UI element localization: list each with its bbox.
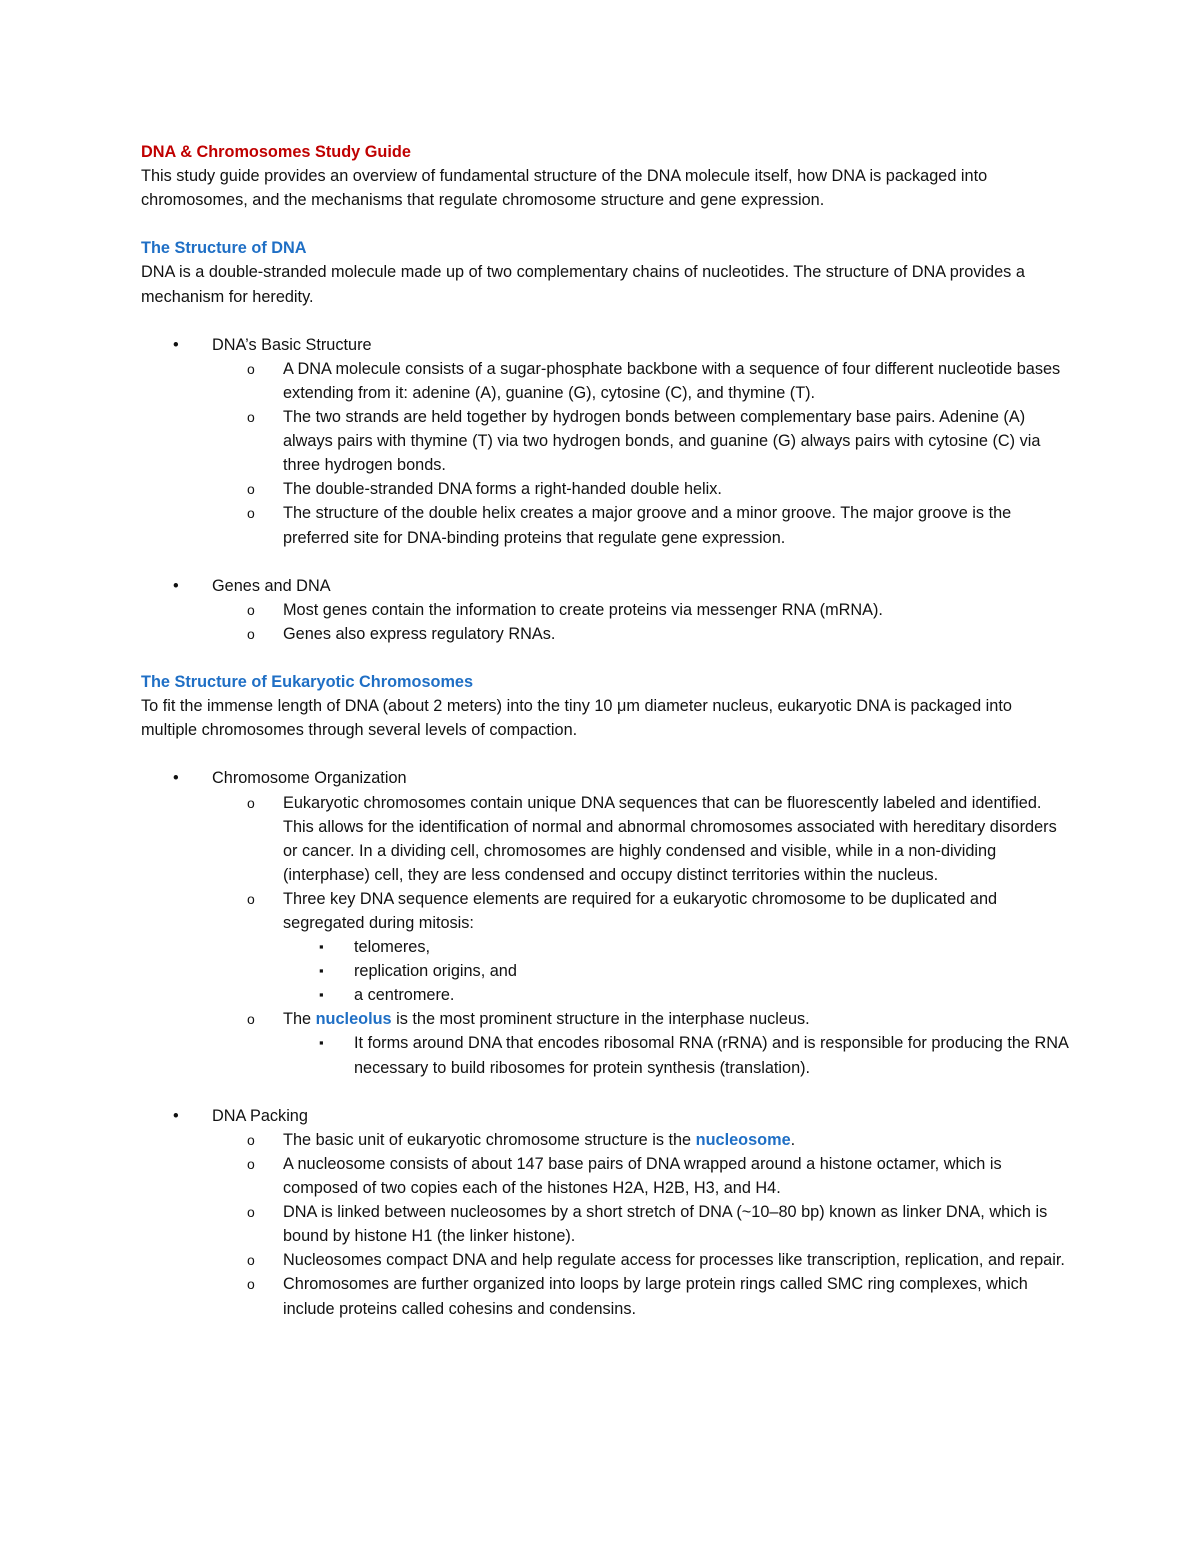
list-item-label: Chromosome Organization xyxy=(212,769,407,788)
circle-marker: o xyxy=(247,1155,255,1172)
list-item-text: The double-stranded DNA forms a right-handed double helix. xyxy=(283,480,722,499)
square-marker: ▪ xyxy=(319,939,324,955)
list-item-text: It forms around DNA that encodes ribosomal RNA (rRNA) and is responsible for producing the RNA necessary to build ribosomes for protein synthesis (translation). xyxy=(354,1034,1068,1077)
bullet-marker: • xyxy=(173,335,179,354)
list-item-text: DNA is linked between nucleosomes by a short stretch of DNA (~10–80 bp) known as linker DNA, which is bound by histone H1 (the linker histone). xyxy=(283,1203,1048,1246)
bullet-marker: • xyxy=(173,1106,179,1125)
document-page xyxy=(141,140,1071,1321)
circle-marker: o xyxy=(247,481,255,498)
section-intro-chromosomes: To fit the immense length of DNA (about 2 meters) into the tiny 10 μm diameter nucleus, eukaryotic DNA is packaged into multiple chromosomes through several levels of compaction. xyxy=(141,697,1012,740)
list-item-text: a centromere. xyxy=(354,986,455,1005)
sub-sub-list xyxy=(283,935,1071,1007)
circle-marker: o xyxy=(247,601,255,618)
list-item xyxy=(212,1152,1071,1200)
list-item xyxy=(212,477,1071,501)
bullet-list-genes xyxy=(141,574,1071,646)
circle-marker: o xyxy=(247,625,255,642)
bullet-list-packing xyxy=(141,1104,1071,1321)
list-item xyxy=(283,983,1071,1007)
list-item-text: The two strands are held together by hydrogen bonds between complementary base pairs. Adenine (A) always pairs with thymine (T) via two hydrogen bonds, and guanine (G) always pairs with cytosine (C) via three hydrogen bonds. xyxy=(283,408,1041,475)
list-item-text: Genes also express regulatory RNAs. xyxy=(283,624,556,643)
list-item-text: Most genes contain the information to create proteins via messenger RNA (mRNA). xyxy=(283,600,883,619)
list-item xyxy=(141,574,1071,646)
term-nucleolus: nucleolus xyxy=(315,1010,392,1029)
list-item-text: Nucleosomes compact DNA and help regulate access for processes like transcription, replication, and repair. xyxy=(283,1251,1065,1270)
circle-marker: o xyxy=(247,409,255,426)
list-item-text: Three key DNA sequence elements are required for a eukaryotic chromosome to be duplicated and segregated during mitosis: xyxy=(283,889,998,932)
list-item xyxy=(283,1031,1071,1079)
sub-sub-list xyxy=(283,1031,1071,1079)
list-item xyxy=(141,766,1071,1079)
list-item-text-pre: The basic unit of eukaryotic chromosome structure is the xyxy=(283,1130,696,1149)
list-item-text: Chromosomes are further organized into loops by large protein rings called SMC ring complexes, which include proteins called cohesins and condensins. xyxy=(283,1275,1028,1318)
square-marker: ▪ xyxy=(319,1035,324,1051)
square-marker: ▪ xyxy=(319,963,324,979)
circle-marker: o xyxy=(247,1011,255,1028)
list-item-text: Eukaryotic chromosomes contain unique DNA sequences that can be fluorescently labeled and identified. This allows for the identification of normal and abnormal chromosomes associated with hereditary disorders or cancer. In a dividing cell, chromosomes are highly condensed and visible, while in a non-dividing (interphase) cell, they are less condensed and occupy distinct territories within the nucleus. xyxy=(283,793,1057,884)
list-item-text-post: . xyxy=(790,1130,796,1149)
list-item xyxy=(212,887,1071,1007)
list-item-label: Genes and DNA xyxy=(212,576,331,595)
bullet-marker: • xyxy=(173,769,179,788)
circle-marker: o xyxy=(247,1252,255,1269)
sub-list xyxy=(212,1128,1071,1321)
circle-marker: o xyxy=(247,360,255,377)
section-heading-dna-structure: The Structure of DNA xyxy=(141,239,307,258)
section-intro-dna-structure: DNA is a double-stranded molecule made up of two complementary chains of nucleotides. The structure of DNA provides a mechanism for heredity. xyxy=(141,263,1025,306)
list-item-text-post: is the most prominent structure in the interphase nucleus. xyxy=(391,1010,810,1029)
sub-list xyxy=(212,598,1071,646)
list-item xyxy=(283,959,1071,983)
list-item xyxy=(283,935,1071,959)
circle-marker: o xyxy=(247,1204,255,1221)
circle-marker: o xyxy=(247,794,255,811)
list-item xyxy=(212,1007,1071,1079)
document-title: DNA & Chromosomes Study Guide xyxy=(141,143,411,161)
list-item xyxy=(212,1272,1071,1320)
list-item-text: telomeres, xyxy=(354,938,431,957)
circle-marker: o xyxy=(247,505,255,522)
list-item xyxy=(212,791,1071,887)
list-item-text: A nucleosome consists of about 147 base pairs of DNA wrapped around a histone octamer, which is composed of two copies each of the histones H2A, H2B, H3, and H4. xyxy=(283,1154,1002,1198)
list-item xyxy=(212,1128,1071,1152)
list-item-label: DNA’s Basic Structure xyxy=(212,335,372,354)
sub-list xyxy=(212,791,1071,1080)
circle-marker: o xyxy=(247,1276,255,1293)
bullet-marker: • xyxy=(173,576,179,595)
list-item xyxy=(141,1104,1071,1321)
list-item-text: replication origins, and xyxy=(354,962,517,981)
sub-list xyxy=(212,357,1071,550)
circle-marker: o xyxy=(247,1131,255,1148)
term-nucleosome: nucleosome xyxy=(695,1130,791,1149)
list-item xyxy=(141,333,1071,550)
list-item-text: The structure of the double helix creates a major groove and a minor groove. The major groove is the preferred site for DNA-binding proteins that regulate gene expression. xyxy=(283,504,1012,547)
section-heading-chromosomes: The Structure of Eukaryotic Chromosomes xyxy=(141,673,474,692)
list-item xyxy=(212,598,1071,622)
list-item xyxy=(212,357,1071,405)
list-item xyxy=(212,1200,1071,1248)
list-item xyxy=(212,405,1071,477)
list-item xyxy=(212,1248,1071,1272)
bullet-list-dna xyxy=(141,333,1071,550)
bullet-list-organization xyxy=(141,766,1071,1079)
list-item xyxy=(212,501,1071,549)
circle-marker: o xyxy=(247,890,255,907)
list-item-label: DNA Packing xyxy=(212,1106,308,1125)
list-item-text: A DNA molecule consists of a sugar-phosphate backbone with a sequence of four different nucleotide bases extending from it: adenine (A), guanine (G), cytosine (C), and thymine (T). xyxy=(283,359,1061,402)
list-item xyxy=(212,622,1071,646)
square-marker: ▪ xyxy=(319,987,324,1003)
intro-paragraph: This study guide provides an overview of fundamental structure of the DNA molecule itself, how DNA is packaged into chromosomes, and the mechanisms that regulate chromosome structure and gene expression. xyxy=(141,167,988,210)
list-item-text-pre: The xyxy=(283,1010,316,1029)
